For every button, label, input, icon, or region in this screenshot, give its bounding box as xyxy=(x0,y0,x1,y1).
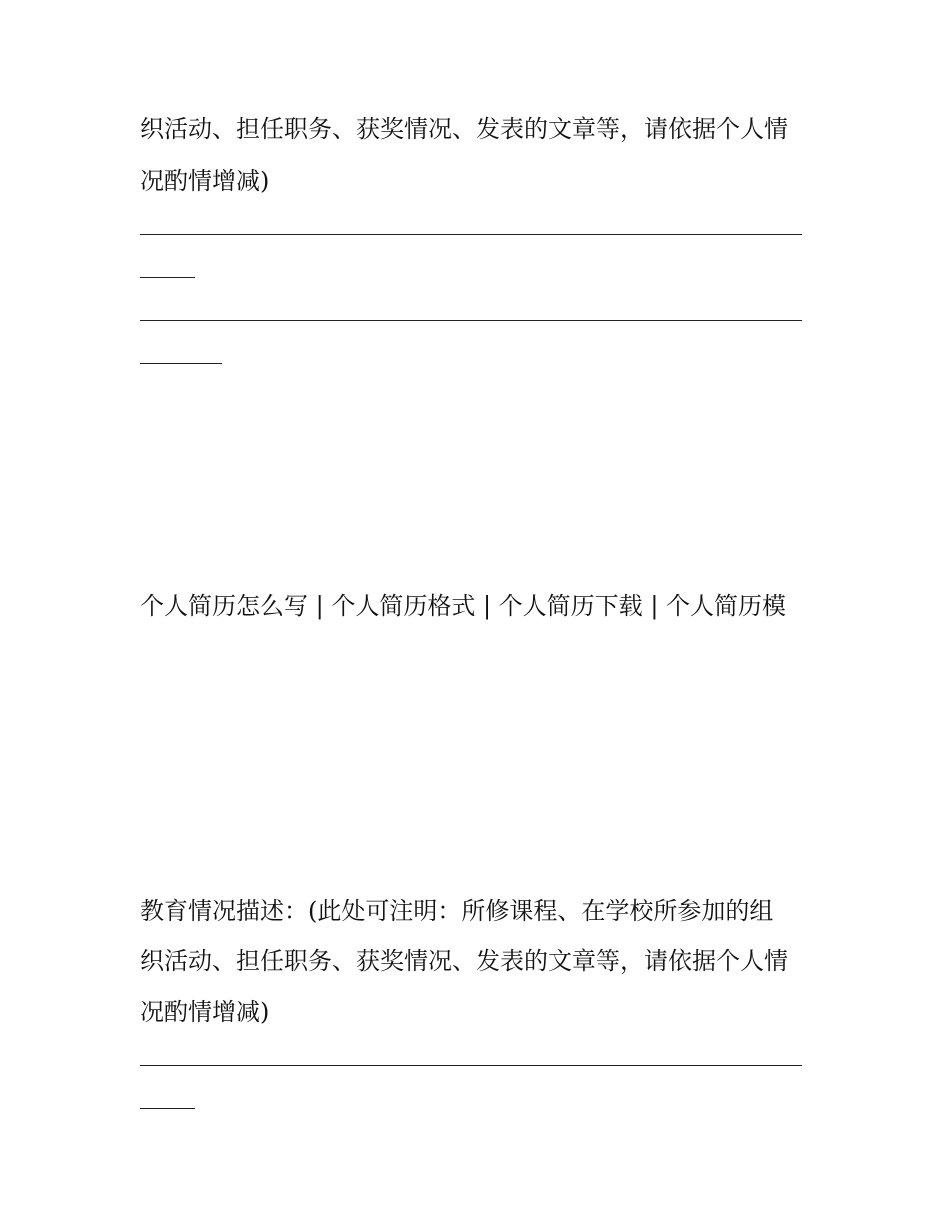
text-line: 织活动、担任职务、获奖情况、发表的文章等，请依据个人情 xyxy=(140,115,788,143)
fill-in-rule xyxy=(140,1108,195,1109)
text-line xyxy=(140,438,830,472)
text-line xyxy=(140,488,830,522)
fill-in-rule xyxy=(140,234,802,235)
text-line xyxy=(140,640,830,674)
fill-in-rule xyxy=(140,1065,802,1066)
text-line xyxy=(140,741,830,775)
text-line: 个人简历怎么写 | 个人简历格式 | 个人简历下载 | 个人简历模 xyxy=(140,592,787,620)
text-line: 教育情况描述：(此处可注明：所修课程、在学校所参加的组 xyxy=(140,897,774,925)
text-line: 况酌情增减) xyxy=(140,167,270,195)
text-line xyxy=(140,538,830,572)
text-line xyxy=(140,843,830,877)
text-line xyxy=(140,691,830,725)
fill-in-rule xyxy=(140,363,222,364)
text-line xyxy=(140,386,830,420)
fill-in-rule xyxy=(140,277,195,278)
text-line xyxy=(140,792,830,826)
fill-in-rule xyxy=(140,320,802,321)
text-line: 况酌情增减) xyxy=(140,998,270,1026)
text-line: 织活动、担任职务、获奖情况、发表的文章等，请依据个人情 xyxy=(140,947,788,975)
